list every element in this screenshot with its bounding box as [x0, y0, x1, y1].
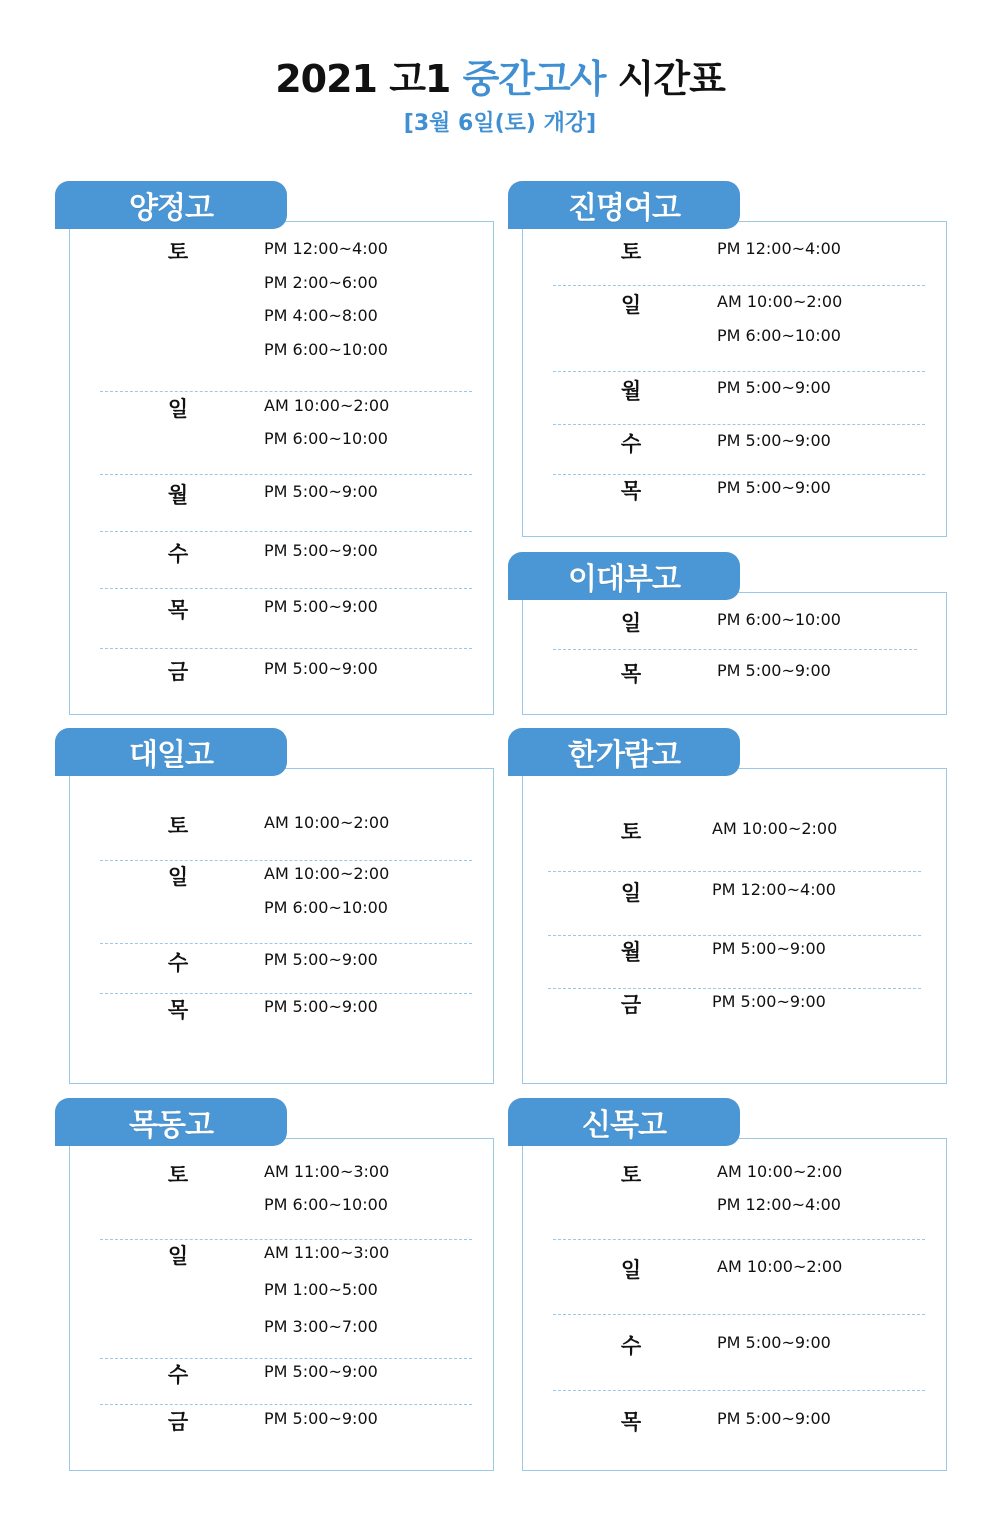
school-card	[55, 728, 494, 1084]
time-slot: AM 11:00~3:00	[264, 1162, 390, 1181]
row-divider	[100, 943, 472, 944]
row-divider	[553, 474, 925, 475]
time-slot: PM 5:00~9:00	[264, 659, 378, 678]
time-slot: PM 3:00~7:00	[264, 1317, 378, 1336]
time-slot: AM 10:00~2:00	[264, 864, 390, 883]
row-divider	[553, 1390, 925, 1391]
row-divider	[100, 860, 472, 861]
school-card	[508, 552, 947, 715]
row-divider	[100, 993, 472, 994]
day-label: 토	[167, 814, 189, 838]
time-slot: PM 5:00~9:00	[264, 597, 378, 616]
time-slot: PM 6:00~10:00	[717, 326, 841, 345]
day-label: 토	[620, 1163, 642, 1187]
row-divider	[553, 424, 925, 425]
school-card	[508, 1098, 947, 1471]
time-slot: PM 5:00~9:00	[717, 378, 831, 397]
day-label: 수	[167, 1363, 189, 1387]
time-slot: PM 6:00~10:00	[717, 610, 841, 629]
time-slot: PM 5:00~9:00	[264, 482, 378, 501]
day-label: 수	[167, 542, 189, 566]
day-label: 금	[620, 993, 642, 1017]
time-slot: PM 6:00~10:00	[264, 898, 388, 917]
row-divider	[100, 648, 472, 649]
time-slot: AM 10:00~2:00	[264, 396, 390, 415]
day-label: 일	[620, 1258, 642, 1282]
row-divider	[100, 474, 472, 475]
time-slot: AM 10:00~2:00	[717, 1257, 843, 1276]
school-card	[508, 728, 947, 1084]
day-label: 월	[620, 940, 642, 964]
day-label: 일	[167, 1244, 189, 1268]
school-name-tab: 한가람고	[508, 728, 740, 776]
day-label: 월	[620, 379, 642, 403]
page-subtitle: [3월 6일(토) 개강]	[403, 111, 597, 136]
day-label: 목	[620, 662, 642, 686]
day-label: 수	[620, 432, 642, 456]
time-slot: PM 5:00~9:00	[264, 950, 378, 969]
time-slot: PM 4:00~8:00	[264, 306, 378, 325]
time-slot: AM 11:00~3:00	[264, 1243, 390, 1262]
school-name-tab: 대일고	[55, 728, 287, 776]
time-slot: PM 5:00~9:00	[264, 1409, 378, 1428]
day-label: 토	[620, 240, 642, 264]
row-divider	[553, 1314, 925, 1315]
row-divider	[553, 1239, 925, 1240]
time-slot: AM 10:00~2:00	[264, 813, 390, 832]
day-label: 토	[620, 820, 642, 844]
day-label: 월	[167, 483, 189, 507]
day-label: 목	[167, 598, 189, 622]
day-label: 수	[620, 1334, 642, 1358]
time-slot: PM 5:00~9:00	[717, 1409, 831, 1428]
time-slot: PM 6:00~10:00	[264, 1195, 388, 1214]
title-prefix: 2021 고1	[275, 57, 463, 101]
school-name-tab: 이대부고	[508, 552, 740, 600]
day-label: 일	[620, 293, 642, 317]
school-name-tab: 목동고	[55, 1098, 287, 1146]
school-card-body	[522, 768, 947, 1084]
row-divider	[548, 935, 921, 936]
time-slot: PM 5:00~9:00	[264, 1362, 378, 1381]
school-card	[508, 181, 947, 537]
day-label: 금	[167, 660, 189, 684]
day-label: 수	[167, 951, 189, 975]
school-card-body	[69, 221, 494, 715]
school-name-tab: 진명여고	[508, 181, 740, 229]
day-label: 일	[620, 611, 642, 635]
time-slot: PM 5:00~9:00	[717, 661, 831, 680]
row-divider	[553, 649, 917, 650]
day-label: 금	[167, 1410, 189, 1434]
time-slot: PM 12:00~4:00	[712, 880, 836, 899]
time-slot: AM 10:00~2:00	[712, 819, 838, 838]
row-divider	[100, 531, 472, 532]
time-slot: PM 6:00~10:00	[264, 340, 388, 359]
school-name-tab: 양정고	[55, 181, 287, 229]
day-label: 목	[167, 998, 189, 1022]
day-label: 일	[620, 881, 642, 905]
time-slot: PM 12:00~4:00	[264, 239, 388, 258]
day-label: 목	[620, 1410, 642, 1434]
time-slot: PM 5:00~9:00	[712, 992, 826, 1011]
day-label: 일	[167, 865, 189, 889]
row-divider	[100, 1358, 472, 1359]
time-slot: PM 12:00~4:00	[717, 239, 841, 258]
time-slot: PM 5:00~9:00	[717, 478, 831, 497]
row-divider	[553, 285, 925, 286]
day-label: 토	[167, 240, 189, 264]
school-card	[55, 181, 494, 715]
row-divider	[553, 371, 925, 372]
row-divider	[548, 871, 921, 872]
row-divider	[100, 1239, 472, 1240]
page-title	[0, 48, 1000, 103]
time-slot: PM 6:00~10:00	[264, 429, 388, 448]
row-divider	[100, 391, 472, 392]
row-divider	[100, 1404, 472, 1405]
time-slot: AM 10:00~2:00	[717, 1162, 843, 1181]
time-slot: PM 5:00~9:00	[264, 997, 378, 1016]
row-divider	[548, 988, 921, 989]
time-slot: AM 10:00~2:00	[717, 292, 843, 311]
time-slot: PM 2:00~6:00	[264, 273, 378, 292]
time-slot: PM 12:00~4:00	[717, 1195, 841, 1214]
time-slot: PM 5:00~9:00	[717, 431, 831, 450]
row-divider	[100, 588, 472, 589]
school-name-tab: 신목고	[508, 1098, 740, 1146]
school-card	[55, 1098, 494, 1471]
title-highlight: 중간고사	[462, 57, 606, 101]
title-suffix: 시간표	[605, 57, 725, 101]
day-label: 목	[620, 479, 642, 503]
time-slot: PM 5:00~9:00	[717, 1333, 831, 1352]
day-label: 일	[167, 397, 189, 421]
time-slot: PM 5:00~9:00	[712, 939, 826, 958]
time-slot: PM 1:00~5:00	[264, 1280, 378, 1299]
day-label: 토	[167, 1163, 189, 1187]
time-slot: PM 5:00~9:00	[264, 541, 378, 560]
